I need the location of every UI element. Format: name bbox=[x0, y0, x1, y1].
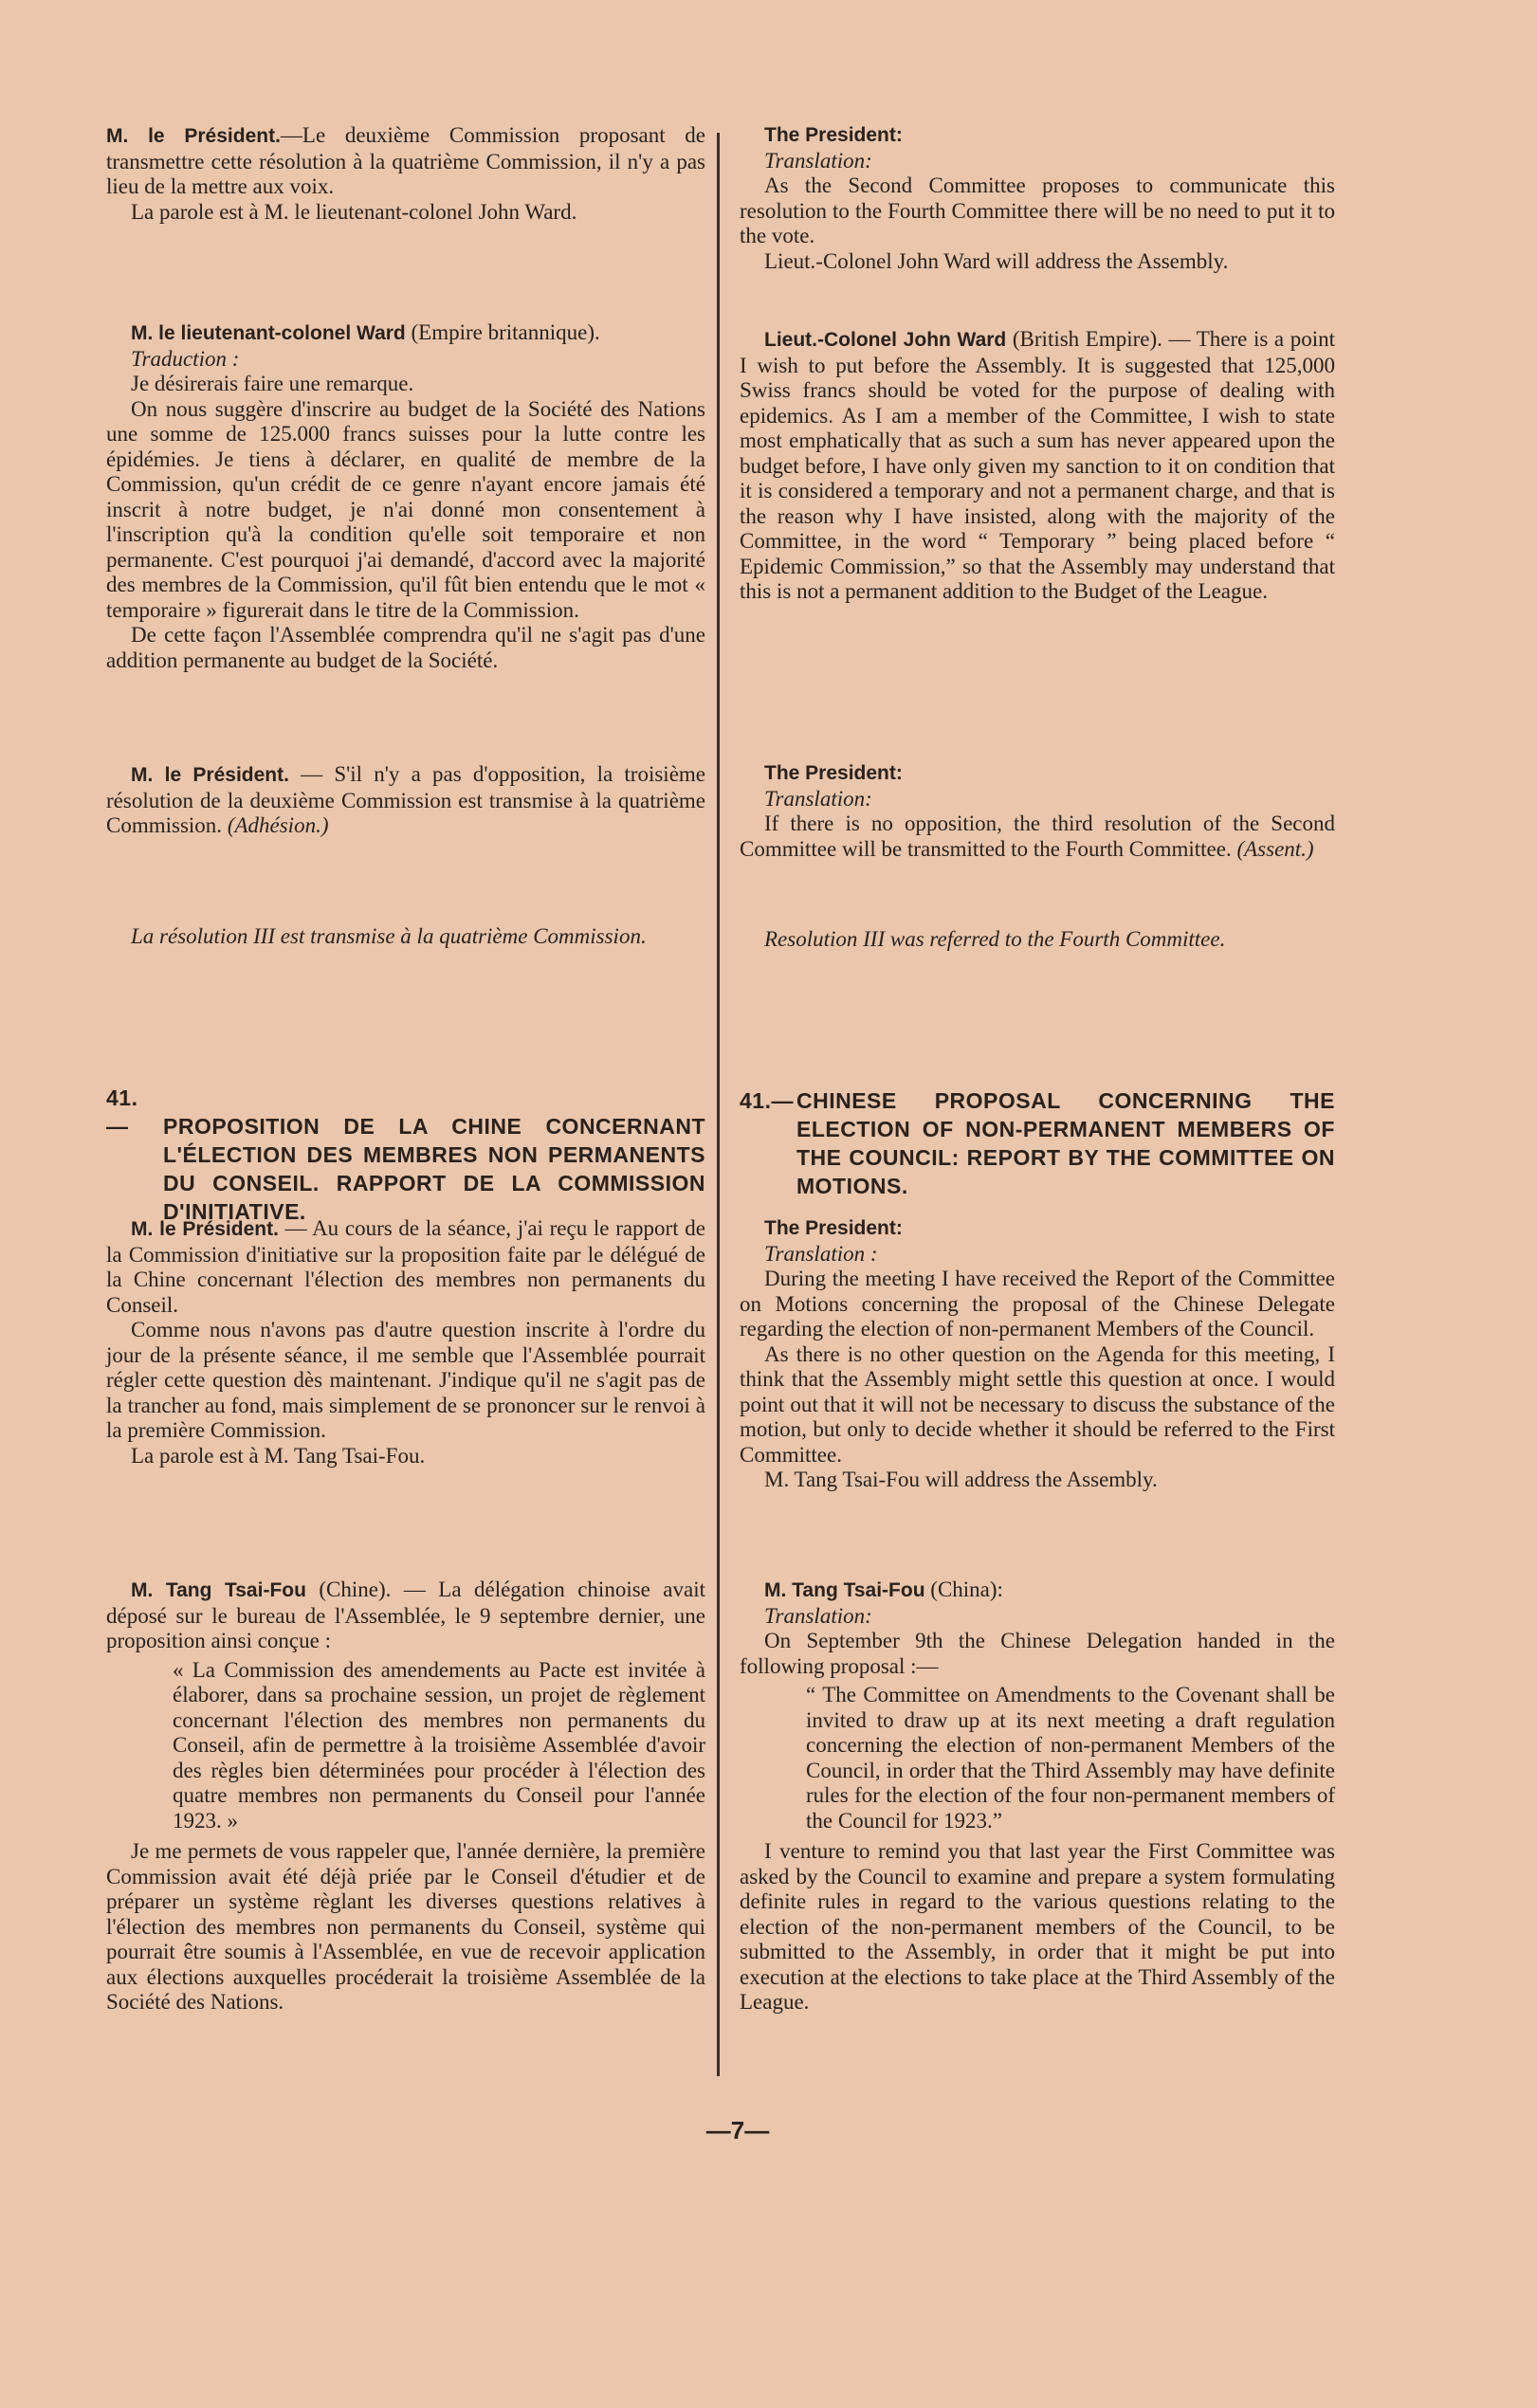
fr-block-ward: M. le lieutenant-colonel Ward (Empire britannique). Traduction : Je désirerais faire une remarque. On nous suggère d'inscrire au budget de la Société des Nations une somme de 125.000 francs suisses pour la lutte contre les épidémies. Je tiens à déclarer, en qualité de membre de la Commission, qu'un crédit de ce genre n'ayant encore jamais été inscrit à notre budget, je n'ai donné mon consentement à l'inscription qu'à la condition qu'elle soit temporaire et non permanente. C'est pourquoi j'ai demandé, d'accord avec la majorité des membres de la Commission, qu'il fût bien entendu que le mot « temporaire » figurerait dans le titre de la Commission. De cette façon l'Assemblée comprendra qu'il ne s'agit pas d'une addition permanente au budget de la Société. bbox=[106, 320, 705, 672]
fr-block-president-2: M. le Président. — S'il n'y a pas d'opposition, la troisième résolution de la deuxième Commission est transmise à la quatrième Commission. (Adhésion.) bbox=[106, 762, 705, 837]
column-divider bbox=[717, 133, 720, 2076]
en-block-president-2: The President: Translation: If there is no opposition, the third resolution of the Second Committee will be transmitted to the Fourth Committee. (Assent.) bbox=[740, 762, 1335, 861]
fr-block-president-1: M. le Président.—Le deuxième Commission proposant de transmettre cette résolution à la quatrième Commission, il n'y a pas lieu de la mettre aux voix. La parole est à M. le lieutenant-colonel John Ward. bbox=[106, 123, 705, 224]
en-speaker: Lieut.-Colonel John Ward bbox=[764, 329, 1007, 351]
en-speaker: The President: bbox=[764, 1217, 903, 1239]
en-block-president-3: The President: Translation : During the meeting I have received the Report of the Committee on Motions concerning the proposal of the Chinese Delegate regarding the election of non-permanent Members of the Council. As there is no other question on the Agenda for this meeting, I think that the Assembly might settle this question at once. I would point out that it will not be necessary to discuss the substance of the motion, but only to decide whether it should be referred to the First Committee. M. Tang Tsai-Fou will address the Assembly. bbox=[740, 1217, 1335, 1491]
fr-section-heading: 41. — PROPOSITION DE LA CHINE CONCERNANT L'ÉLECTION DES MEMBRES NON PERMANENTS DU CONSEIL. RAPPORT DE LA COMMISSION D'INITIATIVE. bbox=[106, 1085, 705, 1224]
en-block-president-1: The President: Translation: As the Second Committee proposes to communicate this resolution to the Fourth Committee there will be no need to put it to the vote. Lieut.-Colonel John Ward will address the Assembly. bbox=[740, 124, 1335, 273]
fr-speaker: M. Tang Tsai-Fou bbox=[131, 1579, 306, 1601]
fr-quote: « La Commission des amendements au Pacte est invitée à élaborer, dans sa prochaine session, un projet de règlement concernant l'élection des membres non permanents du Conseil, afin de permettre à la troisième Assemblée d'avoir des règles bien déterminées pour procéder à l'élection des quatre membres non permanents du Conseil pour l'année 1923. » bbox=[173, 1657, 705, 1833]
page-number: —7— bbox=[705, 2116, 770, 2144]
fr-block-president-3: M. le Président. — Au cours de la séance, j'ai reçu le rapport de la Commission d'initiative sur la proposition faite par le délégué de la Chine concernant l'élection des membres non permanents du Conseil. Comme nous n'avons pas d'autre question inscrite à l'ordre du jour de la présente séance, il me semble que l'Assemblée pourrait régler cette question dès maintenant. J'indique qu'il ne s'agit pas de la trancher au fond, mais simplement de se prononcer sur le renvoi à la première Commission. La parole est à M. Tang Tsai-Fou. bbox=[106, 1216, 706, 1468]
fr-speaker: M. le Président. bbox=[106, 125, 281, 147]
en-resolution-note: Resolution III was referred to the Fourth Committee. bbox=[764, 927, 1226, 951]
fr-speaker: M. le lieutenant-colonel Ward bbox=[131, 322, 406, 344]
en-block-ward: Lieut.-Colonel John Ward (British Empire). — There is a point I wish to put before the Assembly. It is suggested that 125,000 Swiss francs should be voted for the purpose of dealing with epidemics. As I am a member of the Committee, I wish to state most emphatically that as such a sum has never appeared upon the budget before, I have only given my sanction to it on condition that it is considered a temporary and not a permanent charge, and that is the reason why I have insisted, along with the majority of the Committee, in the word “ Temporary ” being placed before “ Epidemic Commission,” so that the Assembly may understand that this is not a permanent addition to the Budget of the League. bbox=[740, 327, 1336, 603]
fr-block-tang: M. Tang Tsai-Fou (Chine). — La délégation chinoise avait déposé sur le bureau de l'Assemblée, le 9 septembre dernier, une proposition ainsi conçue : « La Commission des amendements au Pacte est invitée à élaborer, dans sa prochaine session, un projet de règlement concernant l'élection des membres non permanents du Conseil, afin de permettre à la troisième Assemblée d'avoir des règles bien déterminées pour procéder à l'élection des quatre membres non permanents du Conseil pour l'année 1923. » Je me permets de vous rappeler que, l'année dernière, la première Commission avait été déjà priée par le Conseil d'étudier et de préparer un système règlant les diverses questions relatives à l'élection des membres non permanents du Conseil, système qui pourrait être soumis à l'Assemblée, en vue de recevoir application aux élections auxquelles procéderait la troisième Assemblée de la Société des Nations. bbox=[106, 1578, 706, 2014]
en-speaker: The President: bbox=[764, 762, 903, 784]
en-quote: “ The Committee on Amendments to the Covenant shall be invited to draw up at its next meeting a draft regulation concerning the election of non-permanent Members of the Council, in order that the Third Assembly may have definite rules for the election of the four non-permanent members of the Council for 1923.” bbox=[806, 1683, 1335, 1833]
fr-speaker: M. le Président. bbox=[131, 1218, 279, 1240]
en-speaker: M. Tang Tsai-Fou bbox=[764, 1579, 925, 1601]
en-speaker: The President: bbox=[764, 124, 903, 146]
en-block-tang: M. Tang Tsai-Fou (China): Translation: On September 9th the Chinese Delegation handed in the following proposal :— “ The Committee on Amendments to the Covenant shall be invited to draw up at its next meeting a draft regulation concerning the election of non-permanent Members of the Council, in order that the Third Assembly may have definite rules for the election of the four non-permanent members of the Council for 1923.” I venture to remind you that last year the First Committee was asked by the Council to examine and prepare a system formulating definite rules in regard to the various questions relating to the election of the non-permanent members of the Council, to be submitted to the Assembly, in order that it might be put into execution at the elections to take place at the Third Assembly of the League. bbox=[740, 1578, 1335, 2014]
en-section-heading: 41.— CHINESE PROPOSAL CONCERNING THE ELECTION OF NON-PERMANENT MEMBERS OF THE COUNCIL: REPORT BY THE COMMITTEE ON MOTIONS. bbox=[740, 1088, 1335, 1198]
fr-speaker: M. le Président. bbox=[131, 764, 289, 786]
fr-resolution-note: La résolution III est transmise à la quatrième Commission. bbox=[131, 924, 647, 948]
